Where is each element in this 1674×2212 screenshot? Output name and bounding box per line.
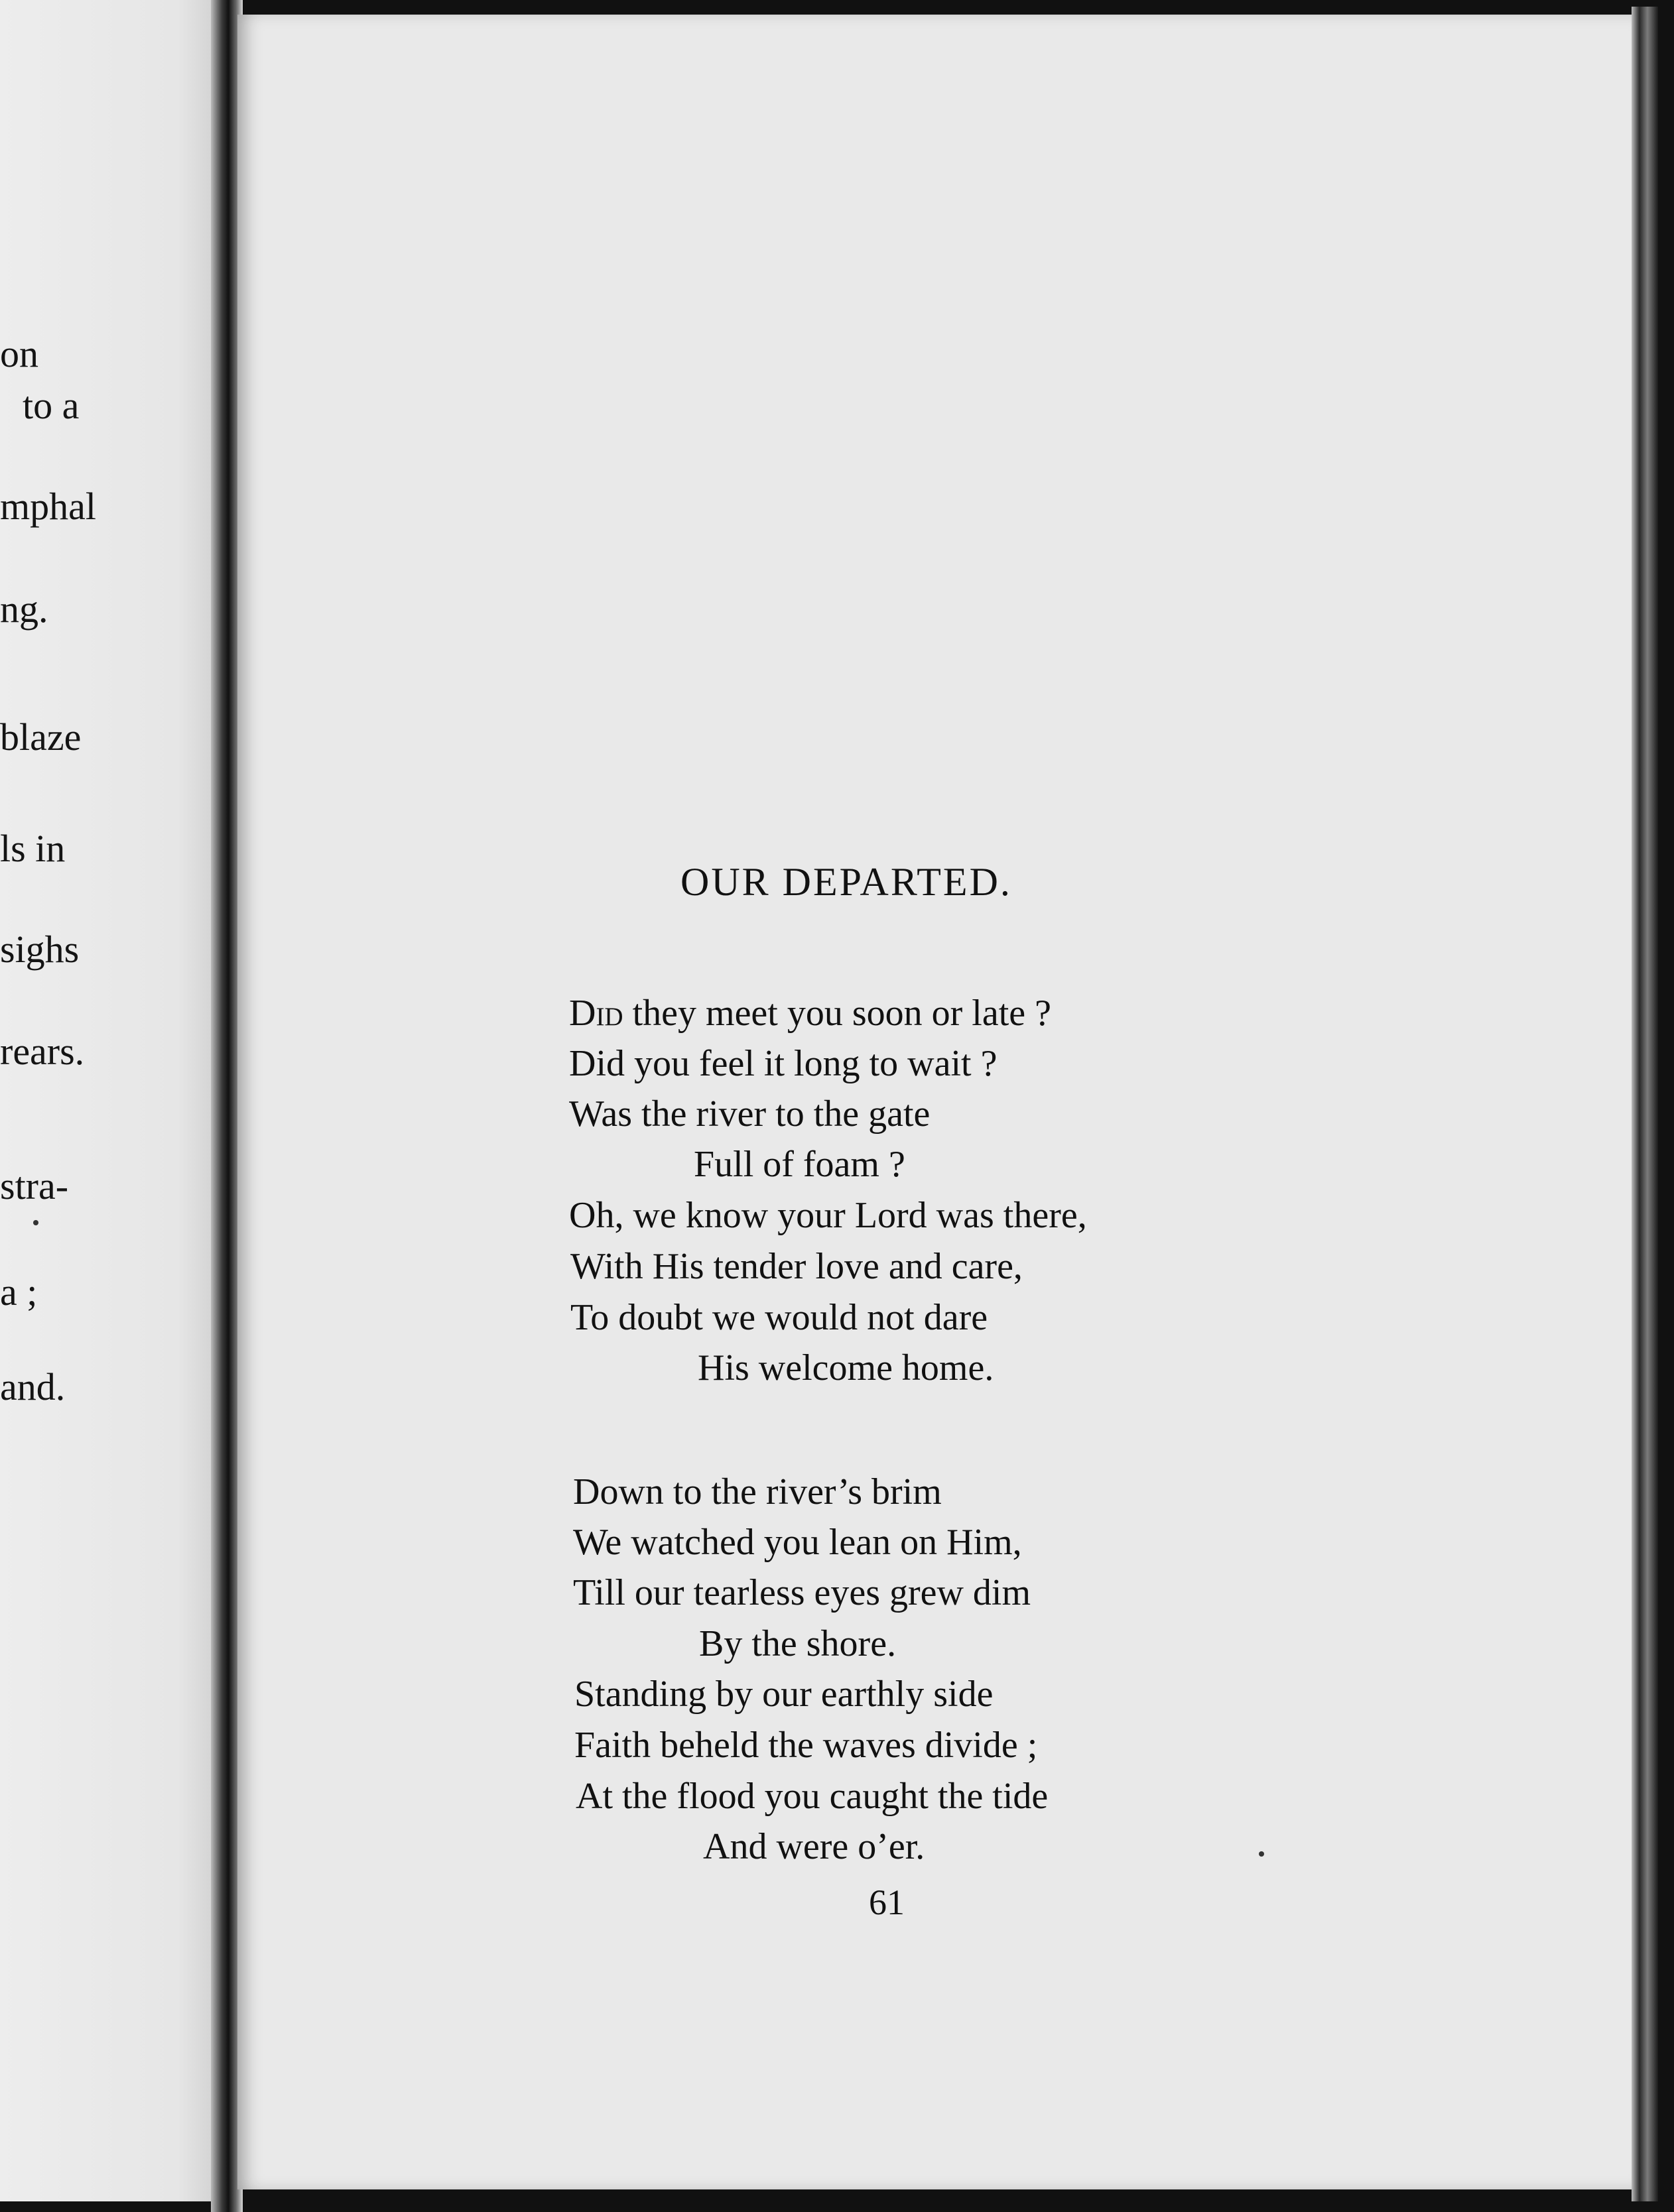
left-fragment: ls in — [0, 827, 66, 870]
poem-line: To doubt we would not dare — [570, 1297, 988, 1338]
poem-line: Down to the river’s brim — [573, 1471, 942, 1512]
poem-line: Till our tearless eyes grew dim — [573, 1572, 1031, 1613]
poem-line — [569, 995, 1051, 1032]
poem-line: With His tender love and care, — [570, 1246, 1023, 1287]
page-edge — [1632, 7, 1658, 2201]
ink-speck — [1259, 1851, 1264, 1857]
left-fragment: on — [0, 332, 38, 375]
left-fragment: sighs — [0, 928, 80, 971]
poem-line: His welcome home. — [698, 1347, 994, 1388]
left-fragment: and. — [0, 1365, 66, 1408]
left-fragment: a ; — [0, 1270, 38, 1314]
left-fragment: blaze — [0, 715, 82, 759]
left-fragment: rears. — [0, 1030, 85, 1073]
line-text: they meet you soon or late ? — [623, 993, 1051, 1034]
right-page — [237, 15, 1632, 2189]
poem-line: We watched you lean on Him, — [573, 1522, 1022, 1563]
left-fragment: mphal — [0, 485, 96, 528]
poem-line: Was the river to the gate — [569, 1093, 931, 1135]
poem-line: Faith beheld the waves divide ; — [574, 1725, 1038, 1766]
poem-line: Full of foam ? — [694, 1144, 905, 1185]
poem-line: And were o’er. — [703, 1826, 925, 1867]
drop-cap-word: Did — [569, 993, 623, 1034]
ink-speck — [33, 1220, 38, 1225]
poem-line: Did you feel it long to wait ? — [569, 1043, 998, 1084]
poem-line: By the shore. — [699, 1623, 897, 1664]
poem-title: OUR DEPARTED. — [680, 860, 1012, 904]
left-fragment: stra- — [0, 1164, 69, 1207]
left-fragment: ng. — [0, 587, 48, 631]
left-fragment: to a — [23, 384, 80, 427]
poem-line: Standing by our earthly side — [574, 1674, 994, 1715]
poem-line: At the flood you caught the tide — [576, 1776, 1049, 1817]
page-number: 61 — [869, 1882, 905, 1922]
poem-line: Oh, we know your Lord was there, — [569, 1195, 1087, 1236]
left-page — [0, 0, 222, 2201]
